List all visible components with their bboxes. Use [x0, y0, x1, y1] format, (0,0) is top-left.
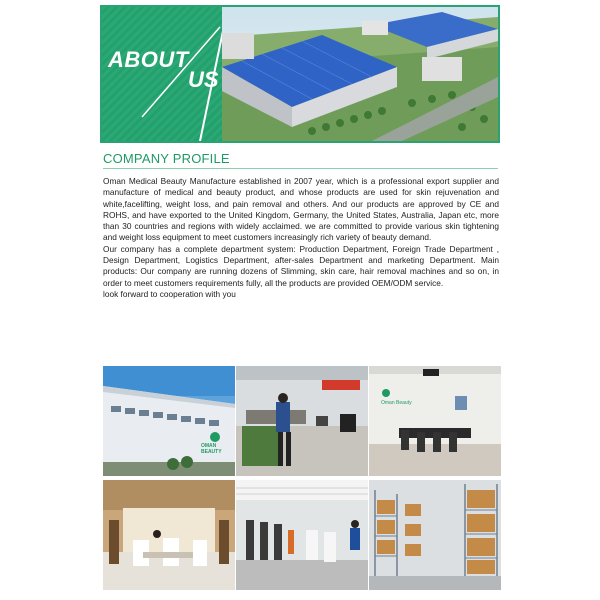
office-staff-photo: [236, 366, 368, 476]
company-profile-title: COMPANY PROFILE: [103, 151, 230, 166]
building-exterior-photo: [103, 366, 235, 476]
factory-aerial-photo: [222, 7, 498, 141]
production-line-photo: [236, 480, 368, 590]
company-profile-text: [103, 176, 499, 300]
profile-paragraph: look forward to cooperation with you: [103, 288, 236, 299]
profile-paragraph: Our company has a complete department system: Production Department, Foreign Trade Department , Design Department, Logistics Department, after-sales Department and marketing Department. Main products: Our company are running dozens of Slimming, skin care, hair removal machines and so on, in order to meet customers requirements fully, all the products are provided OEM/ODM service.: [103, 243, 499, 288]
meeting-room-logo: Oman Beauty: [381, 400, 412, 406]
us-heading: US: [188, 67, 219, 92]
title-divider: [103, 168, 498, 169]
warehouse-photo: [369, 480, 501, 590]
about-heading: ABOUT: [108, 47, 189, 72]
about-us-banner: [100, 5, 500, 143]
building-sign: OMAN BEAUTY: [201, 443, 222, 455]
profile-paragraph: Oman Medical Beauty Manufacture established in 2007 year, which is a professional export supplier and manufacture of medical and beauty product, and whose products are used for skin rejuvenation and white,facelifting, weight loss, and pain removal and others. And our products are approved by CE and ROHS, and have exported to the United Kingdom, Germany, the United States, Australia, Japan etc, more than 30 countries and regions with widely acclaimed. we are committed to provide various skin tightening and weight loss equipment to meet customers increasingly rich variety of beauty demand.: [103, 176, 499, 243]
meeting-room-photo: [369, 366, 501, 476]
showroom-photo: [103, 480, 235, 590]
